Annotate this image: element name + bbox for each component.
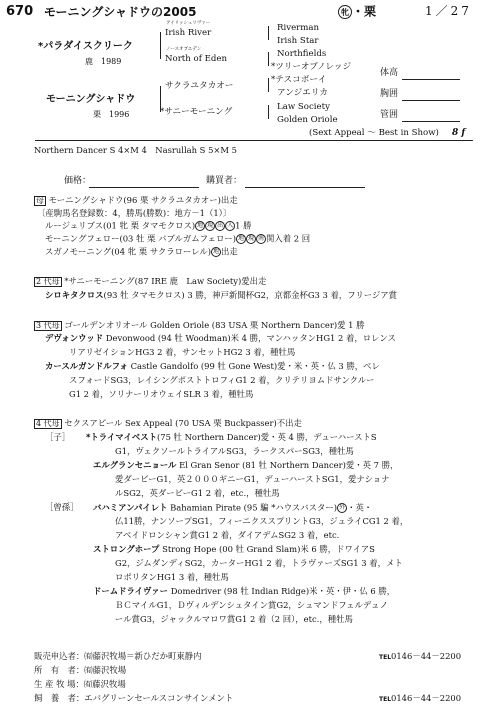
height-blank (402, 79, 460, 80)
cross-note: 8 f (452, 128, 466, 138)
dam-bracket (160, 86, 161, 112)
ds-dam: アンジエリカ (277, 88, 328, 98)
height-label: 体高 (380, 68, 399, 78)
mark-chi-3: 地 (212, 248, 219, 255)
buyer-blank[interactable] (245, 187, 365, 188)
grandchild-tag: ［曾孫］ (45, 502, 79, 512)
first-dam-foal-3: スガノモーニング(04 牝 栗 サクラローレル) 地 出走 (45, 246, 238, 257)
mark-gai: 外 (339, 504, 346, 511)
progeny-devonwood-2: リアリゼイションHG3 2 着，サンセットHG2 3 着，種牡馬 (69, 347, 296, 357)
ss-sire: Riverman (277, 23, 320, 33)
sire-info: 鹿 1989 (85, 57, 122, 66)
ss-dam: Irish Star (277, 36, 319, 46)
progeny-strong-hope-2: G2，ジムダンディSG2，カーターHG1 2 着，トラヴァーズSG1 3 着，メト (115, 558, 403, 568)
first-dam-section (34, 196, 238, 206)
footer-breeder: 生 産 牧 場：㈲藤沢牧場 (34, 679, 126, 689)
price-label: 価格： (64, 176, 92, 186)
progeny-el-gran-senor-2: 愛ダービーG1，英２０００ギニーG1，デューハーストSG1，愛ナショナ (115, 474, 390, 484)
first-dam-foal-2: モーニングフェロー(03 牡 栗 バブルガムフェロー) 地 現 南 関入着 2 回 (45, 233, 311, 244)
mark-chi: 地 (197, 222, 204, 229)
footer-consignor-tel: TEL0146－44－2200 (379, 693, 462, 703)
cross-line: (Sext Appeal ～ Best in Show) (309, 128, 439, 138)
sex-mark: 牝 (338, 5, 352, 19)
dd-bracket (268, 105, 269, 119)
dam-name: モーニングシャドウ (46, 94, 136, 105)
third-dam-label: 3 代母 (36, 321, 60, 330)
progeny-castle-gandolfo-3: G1 2 着，ソリナーリオウェイSLR 3 着，種牡馬 (69, 389, 254, 399)
mark-gen-2: 現 (247, 235, 254, 242)
mark-gen: 現 (207, 222, 214, 229)
first-dam-foal-1: ルージュリブス(01 牝 栗 タマモクロス) 地 現 出 入 1 勝 (45, 220, 252, 231)
price-blank[interactable] (89, 187, 199, 188)
ds-sire: *テスコボーイ (271, 75, 327, 85)
dam-dam: *サニーモーニング (160, 107, 233, 117)
mark-nan: 南 (257, 235, 264, 242)
mark-de: 出 (217, 222, 224, 229)
second-dam-label: 2 代母 (36, 277, 60, 286)
sire-name: *パラダイスクリーク (38, 41, 133, 52)
tel-icon-2: TEL (379, 696, 392, 703)
first-dam-label: 母 (36, 196, 44, 205)
second-dam-progeny: シロキタクロス(93 牡 タマモクロス) 3 勝，神戸新聞杯G2，京都金杯G3 3 着，フリージア賞 (45, 290, 398, 300)
progeny-bahamian-pirate-2: 仏11勝，ナンソープSG1，フィーニクススプリントG3，ジュライCG1 2 着， (115, 516, 409, 526)
progeny-domedriver-3: ール賞G3，ジャックルマロワ賞G1 2 着（2 回），etc.，種牡馬 (115, 614, 353, 624)
progeny-castle-gandolfo: カースルガンドルフォ Castle Gandolfo (99 牡 Gone West)愛・米・英・仏 3 勝，ベレ (45, 361, 380, 371)
fourth-dam-label: 4 代母 (36, 419, 60, 428)
tel-icon: TEL (379, 654, 392, 661)
footer-seller-tel: TEL0146－44－2200 (379, 651, 462, 661)
dam-sire: サクラユタカオー (165, 81, 234, 91)
sd-dam: *ツリーオブノレッジ (271, 62, 352, 72)
chest-label: 胸囲 (380, 89, 399, 99)
sire-dam-kana: ノースオブエデン (166, 47, 202, 52)
third-dam-section (34, 321, 365, 331)
mark-iri: 入 (227, 222, 234, 229)
progeny-el-gran-senor-3: ルSG2，英ダービーG1 2 着，etc.，種牡馬 (115, 488, 280, 498)
child-tag: ［子］ (45, 432, 71, 442)
ds-bracket (268, 78, 269, 92)
fourth-dam-section (34, 419, 302, 429)
second-dam-section (34, 277, 266, 287)
progeny-strong-hope: ストロングホープ Strong Hope (00 牡 Grand Slam)米 6 勝，ドワイアS (93, 544, 375, 554)
cannon-blank (402, 121, 460, 122)
foaling-date: 1／27 (425, 4, 472, 18)
progeny-try-my-best: *トライマイベスト(75 牡 Northern Dancer)愛・英 4 勝，デューハーストS (86, 432, 377, 442)
progeny-bahamian-pirate: バハミアンパイレト Bahamian Pirate (95 騙 *ハウスバスター) 外 ・英・ (93, 502, 373, 513)
inbreeding: Northern Dancer S 4×M 4 Nasrullah S 5×M 5 (34, 145, 237, 155)
mark-chi-2: 地 (237, 235, 244, 242)
sire-bracket (160, 32, 161, 59)
progeny-domedriver-2: ＢＣマイルG1，Ｄヴィルデンシュタイン賞G2，シュマンドフェルデュノ (115, 600, 388, 610)
dam-info: 栗 1996 (93, 110, 130, 119)
progeny-domedriver: ドームドライヴァー Domedriver (98 牡 Indian Ridge)米・英・伊・仏 6 勝， (93, 586, 396, 596)
progeny-devonwood: デヴォンウッド Devonwood (94 牡 Woodman)米 4 勝，マンハッタンHG1 2 着，ロレンス (45, 333, 396, 343)
sex-color (338, 5, 376, 19)
sd-bracket (268, 52, 269, 66)
horse-title: モーニングシャドウの2005 (44, 5, 197, 19)
sire-dam: North of Eden (165, 54, 228, 64)
footer-seller: 販売申込者：㈲藤沢牧場＝新ひだか町東静内 (34, 651, 202, 661)
fourth-dam-head: セクスアピール Sex Appeal (70 USA 栗 Buckpasser)不出走 (64, 418, 302, 428)
chest-blank (402, 100, 460, 101)
sd-sire: Northfields (277, 49, 327, 59)
dd-dam: Golden Oriole (277, 115, 338, 125)
second-dam-head: *サニーモーニング(87 IRE 鹿 Law Society)愛出走 (64, 276, 267, 286)
footer-consignor: 飼 養 者：エバグリーンセールスコンサインメント (34, 693, 234, 703)
sire-sire-kana: アイリッシュリヴァー (166, 21, 211, 26)
progeny-try-my-best-2: G1，ヴェクソールトライアルSG3，ラークスパーSG3，種牡馬 (115, 446, 354, 456)
footer-owner: 所 有 者：㈲藤沢牧場 (34, 665, 127, 675)
cannon-label: 管囲 (380, 110, 399, 120)
third-dam-head: ゴールデンオリオール Golden Oriole (83 USA 栗 Northern Dancer)愛 1 勝 (64, 320, 365, 330)
lot-number: 670 (6, 4, 34, 19)
progeny-strong-hope-3: ロポリタンHG1 3 着，種牡馬 (115, 572, 229, 582)
color-label: ・栗 (352, 4, 377, 19)
dd-sire: Law Society (277, 102, 330, 112)
sire-sire: Irish River (165, 28, 212, 38)
first-dam-stats: 〔産駒馬名登録数：4，勝馬(勝数)：地方－1（1）〕 (37, 208, 232, 218)
progeny-shirokita: シロキタクロス (45, 290, 104, 300)
first-dam-head: モーニングシャドウ(96 栗 サクラユタカオー)出走 (48, 195, 238, 205)
progeny-el-gran-senor: エルグランセニョール El Gran Senor (81 牡 Northern Dancer)愛・英 7 勝， (93, 460, 399, 470)
ss-bracket (268, 26, 269, 40)
pedigree-rule (35, 140, 473, 141)
buyer-label: 購買者： (206, 176, 243, 186)
progeny-castle-gandolfo-2: スフォードSG3，レイシングポストトロフィG1 2 着，クリテリヨムドサンクルー (69, 375, 375, 385)
progeny-bahamian-pirate-3: アベイドロンシャン賞G1 2 着，ダイアデムSG2 3 着，etc. (115, 530, 340, 540)
